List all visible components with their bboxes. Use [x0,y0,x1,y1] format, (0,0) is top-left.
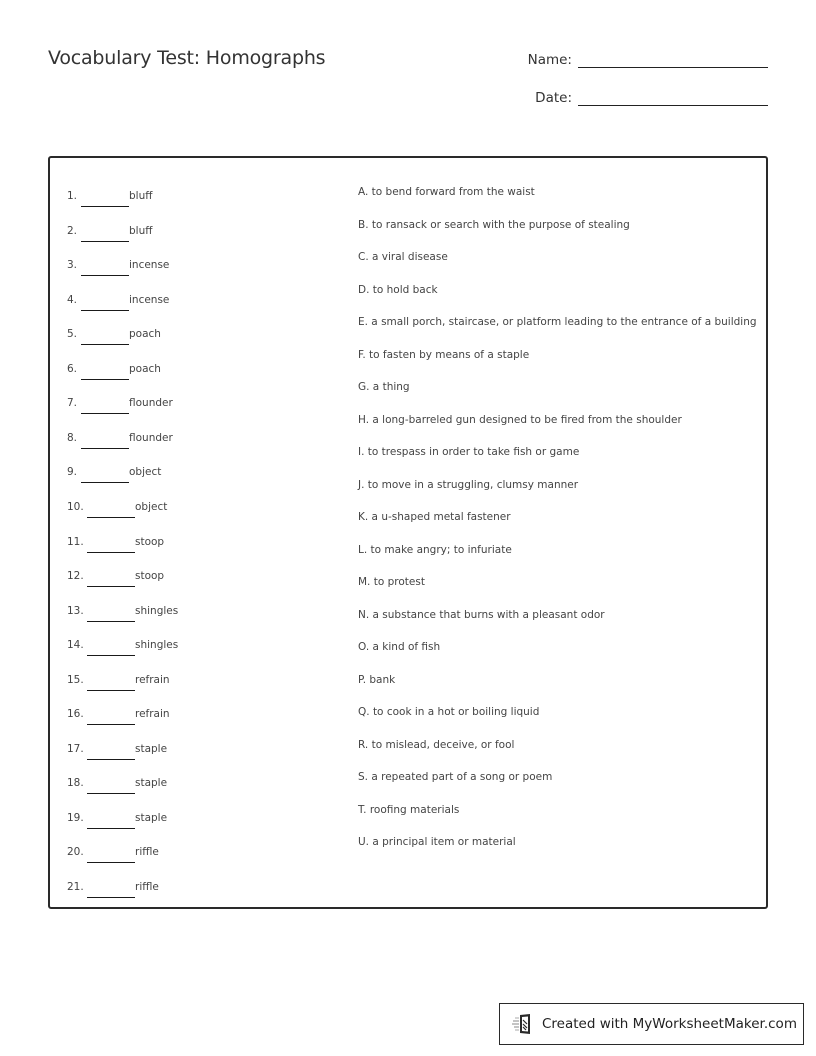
answer-blank[interactable] [87,517,135,518]
question-number: 19. [67,811,84,824]
answer-option: K. a u-shaped metal fastener [358,511,511,523]
answer-option: I. to trespass in order to take fish or game [358,446,580,458]
answer-blank[interactable] [81,344,129,345]
question-number: 21. [67,881,84,893]
answer-option: L. to make angry; to infuriate [358,543,512,556]
question-row [67,736,167,756]
question-word: incense [129,259,170,272]
question-number: 14. [67,639,84,652]
answer-option: C. a viral disease [358,251,448,263]
question-number: 1. [67,190,78,202]
answer-blank[interactable] [81,482,129,483]
question-word: shingles [135,639,179,652]
question-number: 10. [67,500,84,513]
answer-blank[interactable] [87,552,135,553]
answer-option: G. a thing [358,381,410,393]
question-word: shingles [135,604,179,617]
question-word: bluff [129,190,153,202]
question-number: 18. [67,777,84,790]
question-word: staple [135,777,168,790]
answer-blank[interactable] [87,793,135,794]
date-label: Date: [535,90,572,106]
question-row [67,563,164,583]
question-row [67,770,167,790]
question-word: object [129,466,162,479]
answer-blank[interactable] [87,724,135,725]
answer-blank[interactable] [81,275,129,276]
name-write-line [578,67,768,68]
question-word: bluff [129,224,153,237]
answer-blank[interactable] [87,690,135,691]
question-row [67,529,164,549]
question-row [67,805,167,825]
answer-option: E. a small porch, staircase, or platform leading to the entrance of a building [358,316,757,328]
question-row [67,425,173,445]
question-number: 11. [67,535,84,548]
footer-credit [499,1003,804,1045]
answer-blank[interactable] [87,759,135,760]
answer-blank[interactable] [81,241,129,242]
answer-option: S. a repeated part of a song or poem [358,771,553,783]
question-number: 3. [67,259,78,272]
question-word: staple [135,811,168,824]
question-number: 2. [67,224,78,237]
question-number: 16. [67,708,84,721]
question-row [67,252,169,272]
question-number: 7. [67,397,78,410]
answer-blank[interactable] [81,379,129,380]
worksheet-title: Vocabulary Test: Homographs [48,47,326,69]
question-word: riffle [135,846,159,859]
question-number: 6. [67,362,78,375]
question-row [67,598,178,618]
question-word: poach [129,362,161,375]
question-row [67,632,178,652]
question-row [67,390,173,410]
question-number: 9. [67,466,78,479]
question-word: refrain [135,673,170,686]
question-number: 8. [67,431,78,444]
answer-option: P. bank [358,673,396,686]
answer-option: F. to fasten by means of a staple [358,348,530,361]
answer-blank[interactable] [81,413,129,414]
question-word: poach [129,328,161,341]
question-number: 20. [67,846,84,859]
question-word: staple [135,742,168,755]
answer-option: R. to mislead, deceive, or fool [358,738,515,751]
answer-blank[interactable] [81,310,129,311]
answer-option: J. to move in a struggling, clumsy manner [358,478,579,491]
date-write-line [578,105,768,106]
question-word: flounder [129,397,173,410]
question-word: flounder [129,431,173,444]
question-row [67,494,167,514]
question-row [67,839,159,859]
answer-option: M. to protest [358,576,425,588]
question-word: stoop [135,535,165,548]
worksheet-maker-logo-icon [512,1013,536,1035]
answer-blank[interactable] [87,828,135,829]
footer-credit-text: Created with MyWorksheetMaker.com [542,1016,797,1032]
question-number: 12. [67,570,84,583]
answer-option: U. a principal item or material [358,836,516,848]
answer-option: O. a kind of fish [358,641,441,653]
answer-blank[interactable] [87,621,135,622]
answer-option: T. roofing materials [358,803,460,816]
answer-option: A. to bend forward from the waist [358,186,535,198]
question-number: 17. [67,742,84,755]
question-number: 13. [67,604,84,617]
question-number: 4. [67,293,78,306]
question-row [67,667,170,687]
answer-option: D. to hold back [358,283,438,296]
answer-option: B. to ransack or search with the purpose of stealing [358,218,630,231]
matching-box [48,156,768,909]
name-field [528,52,768,68]
answer-blank[interactable] [87,862,135,863]
date-field [535,90,768,106]
answer-option: N. a substance that burns with a pleasant odor [358,608,605,621]
answer-option: Q. to cook in a hot or boiling liquid [358,706,540,718]
question-row [67,701,170,721]
answer-blank[interactable] [87,586,135,587]
question-row [67,459,161,479]
question-word: incense [129,293,170,306]
question-number: 5. [67,328,78,341]
answer-option: H. a long-barreled gun designed to be fired from the shoulder [358,413,682,426]
question-row [67,183,152,203]
question-word: refrain [135,708,170,721]
question-number: 15. [67,673,84,686]
question-row [67,356,161,376]
question-row [67,321,161,341]
question-word: stoop [135,570,165,583]
question-row [67,874,159,894]
question-row [67,218,152,238]
question-word: object [135,500,168,513]
answer-blank[interactable] [81,448,129,449]
question-word: riffle [135,881,159,893]
answer-blank[interactable] [81,206,129,207]
question-row [67,287,169,307]
name-label: Name: [527,52,572,68]
answer-blank[interactable] [87,655,135,656]
answer-blank[interactable] [87,897,135,898]
